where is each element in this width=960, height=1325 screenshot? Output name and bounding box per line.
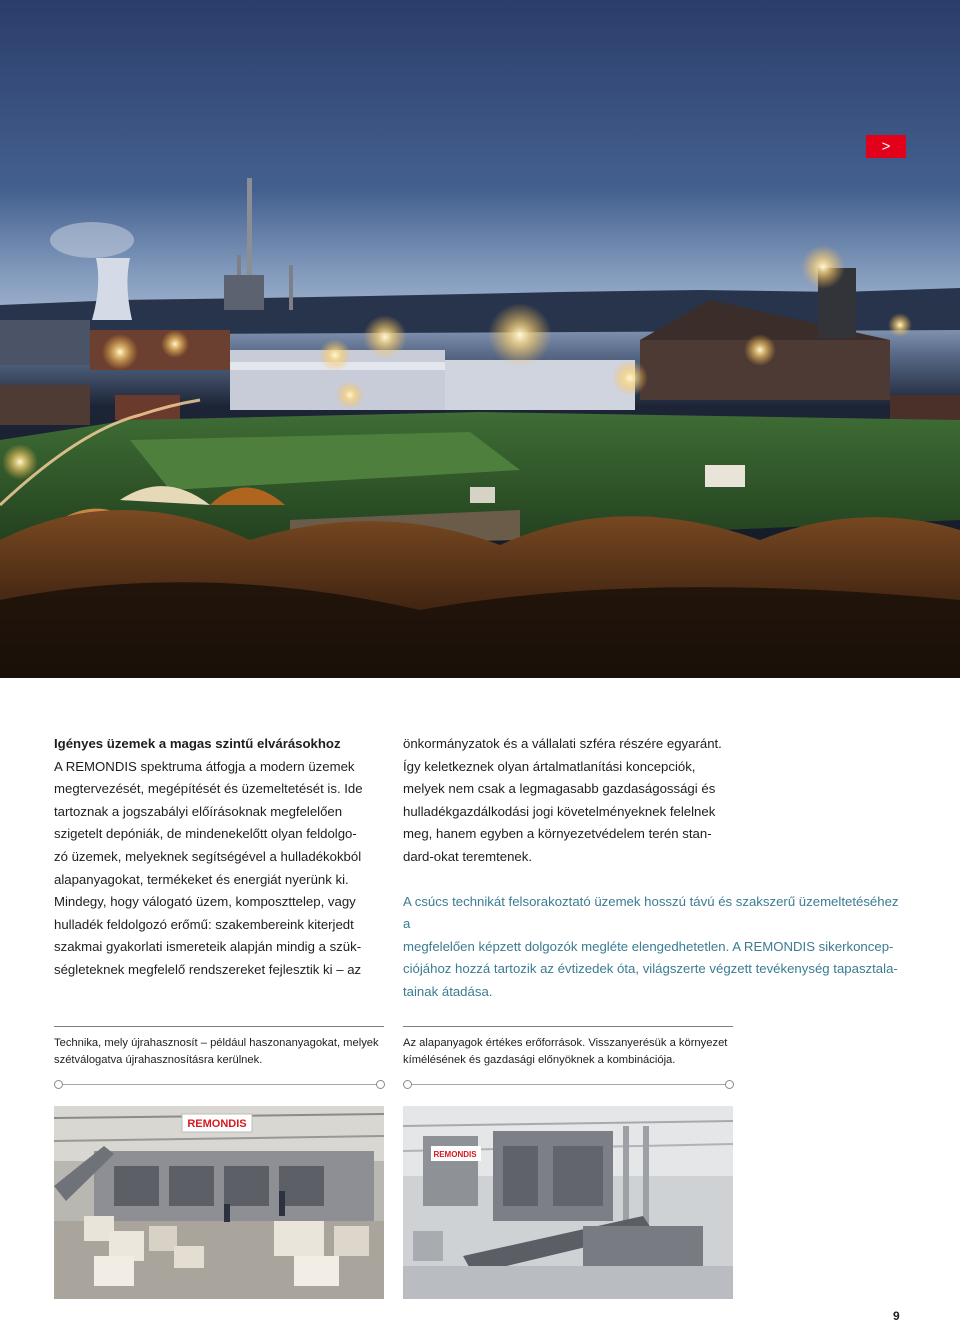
section-heading: Igényes üzemek a magas szintű elvárásokhoz <box>54 736 341 751</box>
body-line: hulladék feldolgozó erőmű: szakembereink kiterjedt <box>54 916 354 932</box>
highlight-line: A csúcs technikát felsorakoztató üzemek hosszú távú és szakszerű üzemeltetéséhez a <box>403 893 899 932</box>
pointer-circle-icon <box>403 1080 412 1089</box>
caption-line: Az alapanyagok értékes erőforrások. Visszanyerésük a környezet <box>403 1037 728 1049</box>
pointer-line-left <box>54 1084 384 1085</box>
body-line: tartoznak a jogszabályi előírásoknak megfelelően <box>54 803 343 819</box>
caption-left <box>54 1035 394 1069</box>
body-line: önkormányzatok és a vállalati szféra részére egyaránt. <box>403 736 722 751</box>
body-line: hulladékgazdálkodási jogi követelményeknek felelnek <box>403 803 716 819</box>
body-line: Így keletkeznek olyan ártalmatlanítási koncepciók, <box>403 758 696 774</box>
pointer-circle-icon <box>376 1080 385 1089</box>
body-line: megtervezését, megépítését és üzemeltetését is. Ide <box>54 781 363 797</box>
body-line: ségleteknek megfelelő rendszereket fejlesztik ki – az <box>54 961 362 977</box>
body-line: dard-okat teremtenek. <box>403 848 533 864</box>
pointer-line-right <box>403 1084 733 1085</box>
page-number: 9 <box>893 1309 900 1323</box>
body-line: zó üzemek, melyeknek segítségével a hulladékokból <box>54 848 362 864</box>
highlight-line: megfelelően képzett dolgozók megléte elengedhetetlen. A REMONDIS sikerkoncep- <box>403 938 894 954</box>
body-line: meg, hanem egyben a környezetvédelem terén stan- <box>403 826 712 842</box>
body-line: Mindegy, hogy válogató üzem, komposzttelep, vagy <box>54 894 356 910</box>
caption-divider-left <box>54 1026 384 1027</box>
pointer-circle-icon <box>54 1080 63 1089</box>
processing-plant-image <box>403 1106 733 1299</box>
left-text-column <box>54 733 384 982</box>
highlight-line: tainak átadása. <box>403 983 493 999</box>
next-page-button[interactable]: > <box>866 135 906 158</box>
processing-plant-photo <box>403 1106 733 1299</box>
caption-divider-right <box>403 1026 733 1027</box>
body-line: alapanyagokat, termékeket és energiát nyerünk ki. <box>54 871 349 887</box>
body-line: szigetelt depóniák, de mindenekelőtt olyan feldolgo- <box>54 826 357 842</box>
remondis-sign: REMONDIS <box>187 1118 247 1130</box>
right-text-column <box>403 733 908 1004</box>
body-line: A REMONDIS spektruma átfogja a modern üzemek <box>54 758 355 774</box>
highlight-line: ciójához hozzá tartozik az évtizedek óta, világszerte végzett tevékenység tapasztala- <box>403 961 898 977</box>
remondis-sign: REMONDIS <box>433 1150 477 1159</box>
sorting-plant-image <box>54 1106 384 1299</box>
caption-line: kímélésének és gazdasági előnyöknek a kombinációja. <box>403 1053 676 1066</box>
caption-right <box>403 1035 743 1069</box>
pointer-circle-icon <box>725 1080 734 1089</box>
sorting-plant-photo <box>54 1106 384 1299</box>
caption-line: Technika, mely újrahasznosít – például haszonanyagokat, melyek <box>54 1037 379 1049</box>
caption-line: szétválogatva újrahasznosításra kerülnek. <box>54 1053 263 1066</box>
body-line: melyek nem csak a legmagasabb gazdaságossági és <box>403 781 716 797</box>
body-line: szakmai gyakorlati ismereteik alapján mindig a szük- <box>54 939 362 955</box>
